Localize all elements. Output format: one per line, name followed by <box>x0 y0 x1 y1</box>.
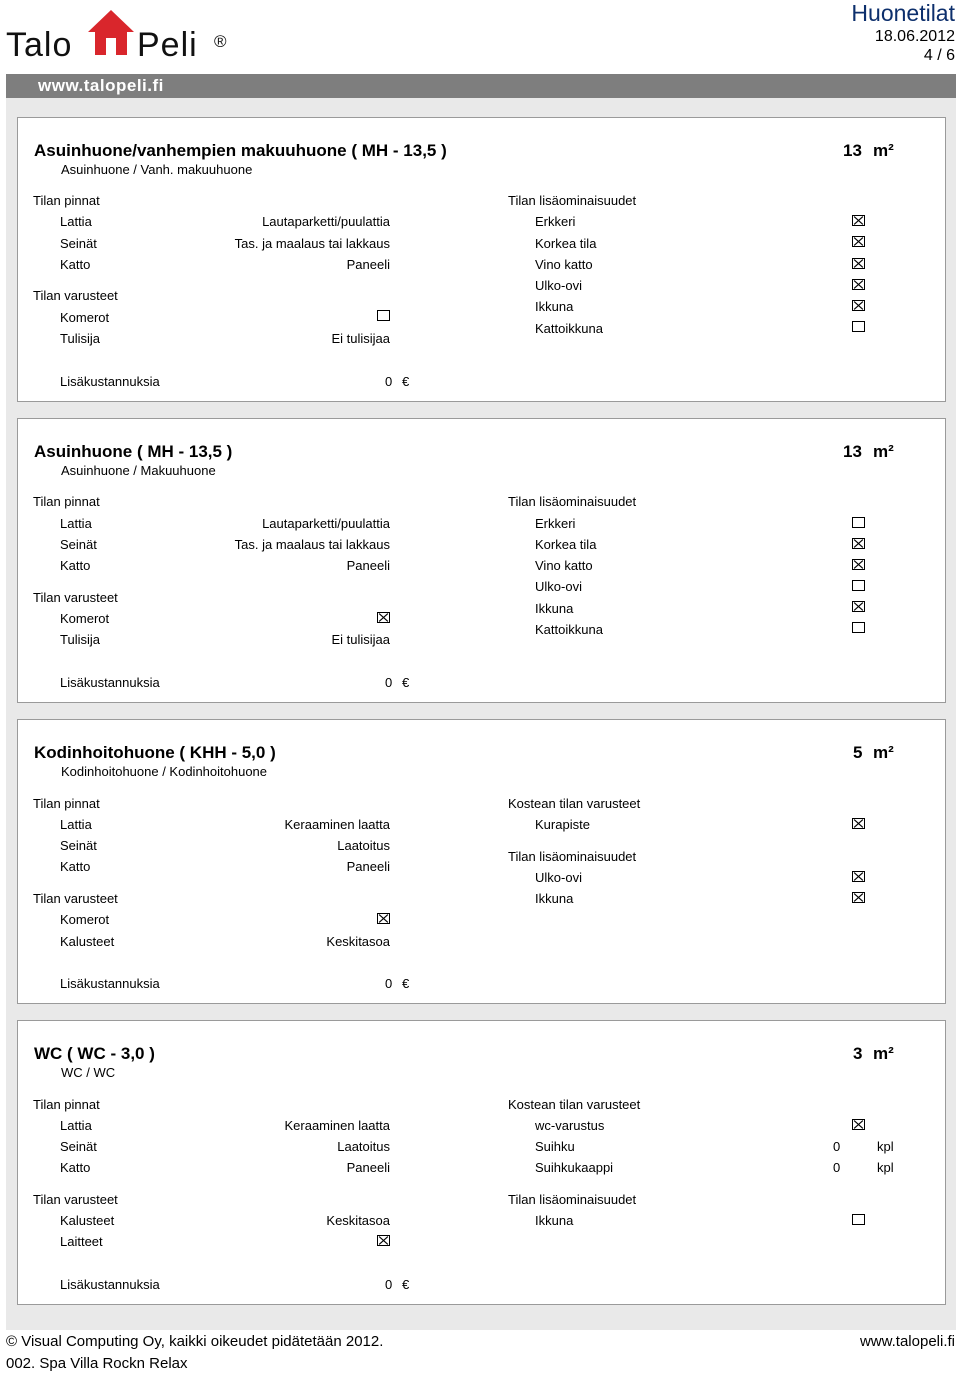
surface-label: Lattia <box>60 516 92 531</box>
checkbox-checked-icon <box>852 258 865 269</box>
equipment-label: Kalusteet <box>60 1213 115 1228</box>
room-subtitle: Asuinhuone / Makuuhuone <box>61 463 216 478</box>
wet-equipment-count: 0 <box>833 1139 841 1154</box>
checkbox-checked-icon <box>852 601 865 612</box>
room-card <box>17 117 946 402</box>
checkbox-checked-icon <box>377 1235 390 1246</box>
equipment-header: Tilan varusteet <box>33 1192 118 1207</box>
checkbox-checked-icon <box>377 612 390 623</box>
checkbox-unchecked-icon <box>377 310 390 321</box>
feature-label: Erkkeri <box>535 214 576 229</box>
surface-label: Lattia <box>60 1118 92 1133</box>
feature-label: Ulko-ovi <box>535 579 582 594</box>
equipment-label: Komerot <box>60 310 110 325</box>
room-area-unit: m² <box>873 141 894 160</box>
checkbox-checked-icon <box>852 236 865 247</box>
room-subtitle: WC / WC <box>61 1065 116 1080</box>
surfaces-header: Tilan pinnat <box>33 193 100 208</box>
room-area-value: 13 <box>843 442 862 461</box>
feature-label: Korkea tila <box>535 236 597 251</box>
checkbox-checked-icon <box>852 215 865 226</box>
url-banner <box>6 74 956 98</box>
room-area-value: 13 <box>843 141 862 160</box>
wet-equipment-count: 0 <box>833 1160 841 1175</box>
surface-label: Lattia <box>60 214 92 229</box>
euro-symbol: € <box>402 675 410 690</box>
room-card <box>17 418 946 703</box>
checkbox-checked-icon <box>852 279 865 290</box>
room-area-value: 5 <box>853 743 863 762</box>
surface-label: Katto <box>60 558 91 573</box>
room-area-unit: m² <box>873 1044 894 1063</box>
extra-cost-label: Lisäkustannuksia <box>60 675 160 690</box>
wet-equipment-header: Kostean tilan varusteet <box>508 1097 641 1112</box>
euro-symbol: € <box>402 976 410 991</box>
surface-value: Laatoitus <box>337 1139 390 1154</box>
surfaces-header: Tilan pinnat <box>33 494 100 509</box>
surface-value: Paneeli <box>346 558 390 573</box>
room-title: WC ( WC - 3,0 ) <box>34 1044 155 1063</box>
wet-equipment-unit: kpl <box>877 1160 894 1175</box>
equipment-label: Tulisija <box>60 632 100 647</box>
extra-cost-label: Lisäkustannuksia <box>60 374 160 389</box>
surface-value: Lautaparketti/puulattia <box>262 516 390 531</box>
feature-label: Ulko-ovi <box>535 870 582 885</box>
surface-label: Katto <box>60 257 91 272</box>
feature-label: Vino katto <box>535 257 593 272</box>
surface-value: Paneeli <box>346 859 390 874</box>
surface-label: Seinät <box>60 236 97 251</box>
wet-equipment-label: wc-varustus <box>535 1118 605 1133</box>
feature-label: Ikkuna <box>535 299 574 314</box>
checkbox-checked-icon <box>852 559 865 570</box>
room-area-value: 3 <box>853 1044 863 1063</box>
room-title: Asuinhuone ( MH - 13,5 ) <box>34 442 233 461</box>
checkbox-unchecked-icon <box>852 517 865 528</box>
checkbox-unchecked-icon <box>852 580 865 591</box>
checkbox-checked-icon <box>852 871 865 882</box>
surface-value: Paneeli <box>346 1160 390 1175</box>
room-card <box>17 719 946 1004</box>
surface-label: Katto <box>60 859 91 874</box>
feature-label: Ikkuna <box>535 1213 574 1228</box>
equipment-value: Keskitasoa <box>326 1213 390 1228</box>
wet-equipment-label: Suihkukaappi <box>535 1160 614 1175</box>
wet-equipment-unit: kpl <box>877 1139 894 1154</box>
surface-value: Laatoitus <box>337 838 390 853</box>
surface-label: Seinät <box>60 838 97 853</box>
surface-label: Katto <box>60 1160 91 1175</box>
checkbox-unchecked-icon <box>852 1214 865 1225</box>
equipment-value: Keskitasoa <box>326 934 390 949</box>
surface-value: Keraaminen laatta <box>284 1118 390 1133</box>
room-card <box>17 1020 946 1305</box>
surface-label: Seinät <box>60 537 97 552</box>
equipment-label: Tulisija <box>60 331 100 346</box>
wet-equipment-label: Kurapiste <box>535 817 590 832</box>
equipment-label: Komerot <box>60 912 110 927</box>
wet-equipment-header: Kostean tilan varusteet <box>508 796 641 811</box>
extra-cost-label: Lisäkustannuksia <box>60 1277 160 1292</box>
features-header: Tilan lisäominaisuudet <box>508 193 637 208</box>
surface-value: Lautaparketti/puulattia <box>262 214 390 229</box>
surface-value: Tas. ja maalaus tai lakkaus <box>234 236 390 251</box>
wet-equipment-label: Suihku <box>535 1139 575 1154</box>
feature-label: Korkea tila <box>535 537 597 552</box>
feature-label: Kattoikkuna <box>535 622 603 637</box>
checkbox-checked-icon <box>852 538 865 549</box>
equipment-label: Kalusteet <box>60 934 115 949</box>
room-area-unit: m² <box>873 442 894 461</box>
equipment-label: Komerot <box>60 611 110 626</box>
footer-project: 002. Spa Villa Rockn Relax <box>6 1355 188 1372</box>
talopeli-logo <box>6 8 238 72</box>
euro-symbol: € <box>402 374 410 389</box>
house-icon <box>86 8 136 58</box>
extra-cost-value: 0 <box>385 1277 393 1292</box>
feature-label: Kattoikkuna <box>535 321 603 336</box>
equipment-header: Tilan varusteet <box>33 288 118 303</box>
extra-cost-value: 0 <box>385 976 393 991</box>
equipment-header: Tilan varusteet <box>33 891 118 906</box>
extra-cost-label: Lisäkustannuksia <box>60 976 160 991</box>
header-date: 18.06.2012 <box>874 28 955 45</box>
surface-label: Seinät <box>60 1139 97 1154</box>
footer-copyright: © Visual Computing Oy, kaikki oikeudet pidätetään 2012. <box>6 1333 384 1350</box>
checkbox-checked-icon <box>852 300 865 311</box>
checkbox-unchecked-icon <box>852 321 865 332</box>
page-title: Huonetilat <box>851 0 955 26</box>
registered-mark: ® <box>214 32 227 51</box>
feature-label: Vino katto <box>535 558 593 573</box>
page-number: 4 / 6 <box>923 47 955 64</box>
euro-symbol: € <box>402 1277 410 1292</box>
surface-label: Lattia <box>60 817 92 832</box>
equipment-value: Ei tulisijaa <box>331 632 390 647</box>
checkbox-checked-icon <box>852 1119 865 1130</box>
surface-value: Paneeli <box>346 257 390 272</box>
room-subtitle: Asuinhuone / Vanh. makuuhuone <box>61 162 253 177</box>
checkbox-unchecked-icon <box>852 622 865 633</box>
url-banner-text: www.talopeli.fi <box>38 76 164 95</box>
checkbox-checked-icon <box>852 818 865 829</box>
feature-label: Erkkeri <box>535 516 576 531</box>
equipment-value: Ei tulisijaa <box>331 331 390 346</box>
surface-value: Tas. ja maalaus tai lakkaus <box>234 537 390 552</box>
feature-label: Ikkuna <box>535 601 574 616</box>
feature-label: Ulko-ovi <box>535 278 582 293</box>
surface-value: Keraaminen laatta <box>284 817 390 832</box>
features-header: Tilan lisäominaisuudet <box>508 494 637 509</box>
room-title: Kodinhoitohuone ( KHH - 5,0 ) <box>34 743 276 762</box>
checkbox-checked-icon <box>852 892 865 903</box>
features-header: Tilan lisäominaisuudet <box>508 1192 637 1207</box>
room-subtitle: Kodinhoitohuone / Kodinhoitohuone <box>61 764 268 779</box>
features-header: Tilan lisäominaisuudet <box>508 849 637 864</box>
footer-url[interactable]: www.talopeli.fi <box>859 1333 955 1350</box>
extra-cost-value: 0 <box>385 374 393 389</box>
equipment-header: Tilan varusteet <box>33 590 118 605</box>
room-area-unit: m² <box>873 743 894 762</box>
equipment-label: Laitteet <box>60 1234 103 1249</box>
checkbox-checked-icon <box>377 913 390 924</box>
room-title: Asuinhuone/vanhempien makuuhuone ( MH - 13,5 ) <box>34 141 447 160</box>
logo-text-talo: Talo <box>6 26 73 64</box>
feature-label: Ikkuna <box>535 891 574 906</box>
surfaces-header: Tilan pinnat <box>33 1097 100 1112</box>
surfaces-header: Tilan pinnat <box>33 796 100 811</box>
extra-cost-value: 0 <box>385 675 393 690</box>
logo-text-peli: Peli <box>137 26 198 64</box>
